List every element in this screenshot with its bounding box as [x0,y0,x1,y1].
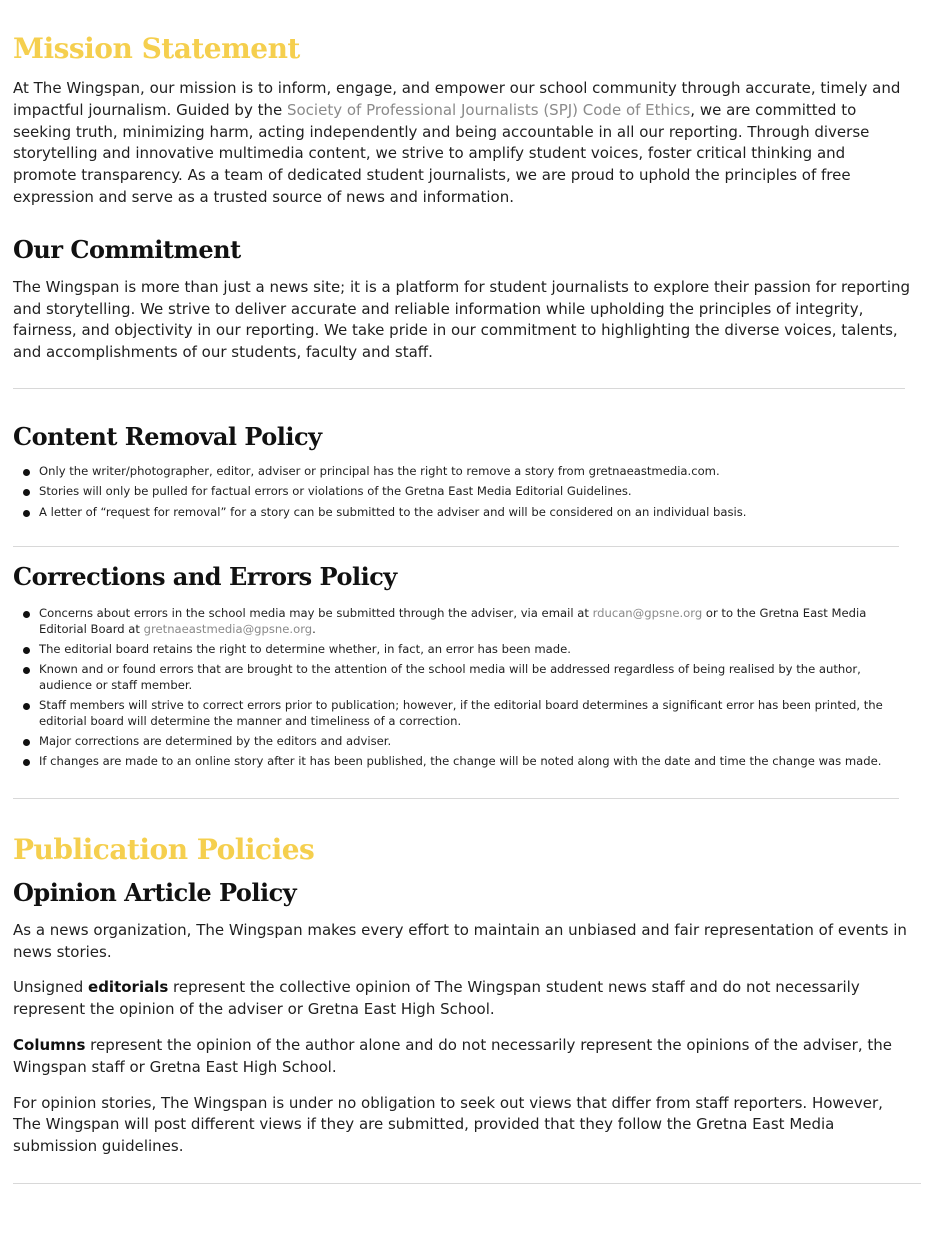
opinion-paragraph-1: As a news organization, The Wingspan makes every effort to maintain an unbiased and fair representation of events in news stories. [13,920,907,961]
list-item: Only the writer/photographer, editor, adviser or principal has the right to remove a story from gretnaeastmedia.com. [13,464,913,479]
columns-term: Columns [13,1036,86,1055]
list-item: Staff members will strive to correct errors prior to publication; however, if the editorial board determines a significant error has been printed, the editorial board will determine the manner and timeliness of a correction. [13,698,893,729]
commitment-title: Our Commitment [13,234,241,264]
corrections-item-text: . [312,621,316,636]
editorial-board-email-link[interactable]: gretnaeastmedia@gpsne.org [143,621,313,636]
list-item: A letter of “request for removal” for a story can be submitted to the adviser and will be considered on an individual basis. [13,505,913,520]
opinion-paragraph-2 [13,977,925,1021]
commitment-paragraph: The Wingspan is more than just a news site; it is a platform for student journalists to explore their passion for reporting and storytelling. We strive to deliver accurate and reliable information while upholding the principles of integrity, fairness, and objectivity in our reporting. We take pride in our commitment to highlighting the diverse voices, talents, and accomplishments of our students, faculty and staff. [13,277,911,362]
opinion-paragraph-3 [13,1035,913,1079]
divider [13,546,899,547]
publication-title: Publication Policies [13,832,315,866]
mission-title: Mission Statement [13,32,300,65]
content-removal-list [13,464,913,520]
list-item: The editorial board retains the right to determine whether, in fact, an error has been made. [13,642,893,657]
corrections-item-text: Concerns about errors in the school media may be submitted through the adviser, via email at [39,606,593,621]
editorials-term: editorials [88,978,169,997]
list-item: If changes are made to an online story after it has been published, the change will be noted along with the date and time the change was made. [13,754,893,769]
opinion-text: represent the opinion of the author alone and do not necessarily represent the opinions of the adviser, the Wingspan staff or Gretna East High School. [13,1036,892,1076]
opinion-title: Opinion Article Policy [13,877,297,907]
divider [13,1183,921,1184]
opinion-text: Unsigned [13,978,89,997]
opinion-text: represent the collective opinion of The Wingspan student news staff and do not necessarily represent the opinion of the adviser or Gretna East High School. [13,978,860,1019]
mission-paragraph [13,78,913,209]
corrections-list [13,606,893,770]
divider [13,798,899,799]
content-removal-title: Content Removal Policy [13,421,322,451]
list-item [13,606,893,637]
mission-text-end: , we are committed to seeking truth, minimizing harm, acting independently and being accountable in all our reporting. Through diverse storytelling and innovative multimedia content, we strive to amplify student voices, foster critical thinking and promote transparency. As a team of dedicated student journalists, we are proud to uphold the principles of free expression and serve as a trusted source of news and information. [13,100,870,206]
list-item: Major corrections are determined by the editors and adviser. [13,734,893,749]
adviser-email-link[interactable]: rducan@gpsne.org [592,606,703,621]
list-item: Known and or found errors that are brought to the attention of the school media will be addressed regardless of being realised by the author, audience or staff member. [13,662,893,693]
mission-text-start: At The Wingspan, our mission is to inform, engage, and empower our school community through accurate, timely and impactful journalism. Guided by the [13,79,901,119]
spj-code-link[interactable]: Society of Professional Journalists (SPJ) Code of Ethics [286,100,691,119]
corrections-title: Corrections and Errors Policy [13,562,397,592]
divider [13,388,905,389]
opinion-paragraph-4: For opinion stories, The Wingspan is under no obligation to seek out views that differ from staff reporters. However, The Wingspan will post different views if they are submitted, provided that they follow the Gretna East Media submission guidelines. [13,1093,883,1156]
corrections-item-text: or to the Gretna East Media Editorial Board at [39,606,867,636]
list-item: Stories will only be pulled for factual errors or violations of the Gretna East Media Editorial Guidelines. [13,484,913,499]
